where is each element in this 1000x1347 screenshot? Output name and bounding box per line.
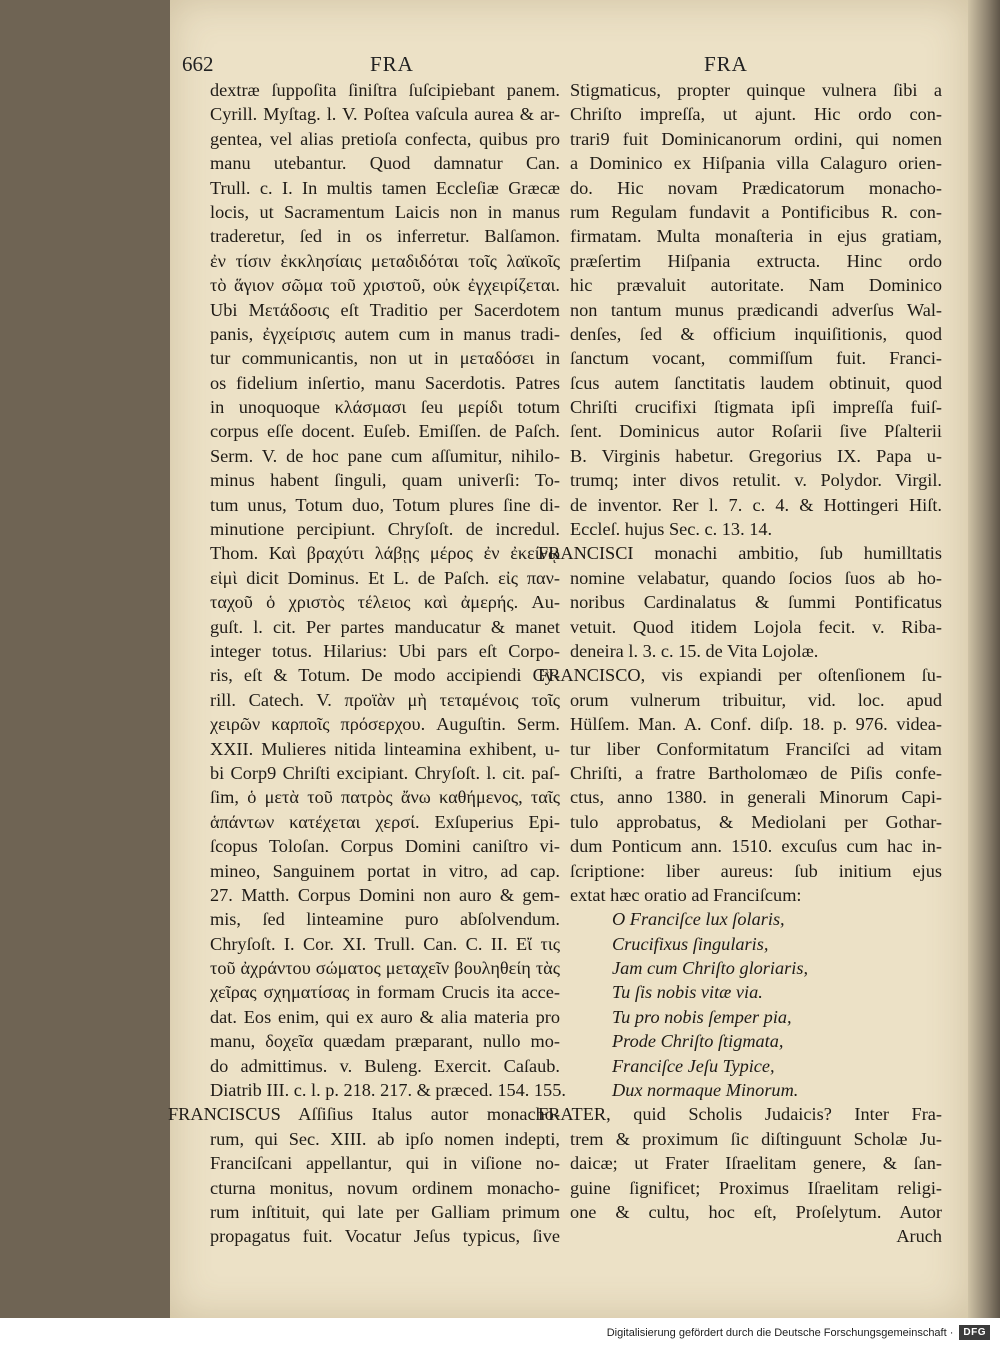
text-line: ctus, anno 1380. in generali Minorum Capi- <box>570 787 942 808</box>
running-title-left: FRA <box>370 52 414 76</box>
text-line: Chriſto impreſſa, ut ajunt. Hic ordo con- <box>570 104 942 125</box>
text-line: ſanctum vocant, commiſſum fuit. Franci- <box>570 348 942 369</box>
poem-line: Prode Chriſto ſtigmata, <box>612 1031 784 1052</box>
text-line: ἐν τίσιν ἐκκλησίαις μεταδιδόται τοῖς λαϊκοῖς <box>210 250 560 271</box>
text-line: XXII. Mulieres nitida linteamina exhibent, u- <box>210 738 560 759</box>
text-line: FRANCISCI monachi ambitio, ſub humilltatis <box>538 543 942 564</box>
text-line: deneira l. 3. c. 15. de Vita Lojolæ. <box>570 640 819 661</box>
digitization-footer <box>0 1318 1000 1347</box>
text-line: de inventor. Rer l. 7. c. 4. & Hottingeri Hiſt. <box>570 494 942 515</box>
right-column-text <box>538 78 942 907</box>
text-line: panis, ἐγχείρισις autem cum in manus tradi- <box>210 323 560 344</box>
text-line: FRANCISCO, vis expiandi per oſtenſionem ſu- <box>538 665 942 686</box>
text-line: noribus Cardinalatus & ſummi Pontificatus <box>570 592 942 613</box>
text-line: Chriſti, a fratre Bartholomæo de Piſis confe- <box>570 762 942 783</box>
text-line: mis, ſed linteamine puro abſolvendum. <box>210 909 560 930</box>
text-line: nomine velabatur, quando ſocios ſuos ab ho- <box>570 567 942 588</box>
book-page <box>170 0 968 1318</box>
text-line: tulo approbatus, & Mediolani per Gothar- <box>570 811 942 832</box>
text-line: dum Ponticum ann. 1510. excuſus cum hac in- <box>570 836 942 857</box>
dfg-logo: DFG <box>959 1325 990 1340</box>
poem-line: O Franciſce lux ſolaris, <box>612 909 785 930</box>
text-line: χειρῶν καρποῖς πρόσερχου. Auguſtin. Serm. <box>210 714 560 735</box>
text-line: gentea, vel alias pretioſa confecta, quibus pro <box>210 128 560 149</box>
text-line: guine ſignificet; Proximus Iſraelitam religi- <box>570 1177 942 1198</box>
text-line: tum unus, Totum duo, Totum plures ſine di- <box>210 494 560 515</box>
text-line: do. Hic novam Prædicatorum monacho- <box>570 177 942 198</box>
text-line: tur liber Conformitatum Franciſci ad vitam <box>570 738 942 759</box>
text-line: os fidelium inſertio, manu Sacerdotis. Patres <box>210 372 560 393</box>
text-line: extat hæc oratio ad Franciſcum: <box>570 884 802 905</box>
text-line: χεῖρας σχηματίσας in formam Crucis ita acce- <box>210 982 560 1003</box>
text-line: trari9 fuit Dominicanorum ordini, qui nomen <box>570 128 942 149</box>
text-line: ris, eſt & Totum. De modo accipiendi Cy- <box>210 665 560 686</box>
text-line: Chriſti crucifixi ſtigmata ipſi impreſſa fuiſ- <box>570 397 942 418</box>
poem-line: Jam cum Chriſto gloriaris, <box>612 958 809 979</box>
text-line: Aruch <box>896 1226 942 1247</box>
text-line: ſent. Dominicus autor Roſarii ſive Pſalterii <box>570 421 942 442</box>
footer-text: Digitalisierung gefördert durch die Deutsche Forschungsgemeinschaft · <box>606 1326 954 1339</box>
text-line: Franciſcani appellantur, qui in viſione no- <box>210 1153 560 1174</box>
poem-line: Franciſce Jeſu Typice, <box>612 1055 775 1076</box>
running-title-right: FRA <box>704 52 748 76</box>
text-line: ἁπάντων κατέχεται χερσί. Exſuperius Epi- <box>210 811 560 832</box>
poem-line: Tu pro nobis ſemper pia, <box>612 1006 792 1027</box>
text-line: propagatus fuit. Vocatur Jeſus typicus, ſive <box>210 1226 560 1247</box>
text-line: non tantum munus prædicandi adverſus Wal- <box>570 299 942 320</box>
text-line: τὸ ἅγιον σῶμα τοῦ χριστοῦ, οὐκ ἐγχειρίζεται. <box>210 275 560 296</box>
text-line: Stigmaticus, propter quinque vulnera ſibi a <box>570 80 942 100</box>
text-line: ſcopus Toloſan. Corpus Domini caniſtro vi- <box>210 836 560 857</box>
text-line: rum inſtituit, qui late per Galliam primum <box>210 1201 560 1222</box>
text-line: orum vulnerum tribuitur, vid. loc. apud <box>570 689 942 710</box>
text-line: hic prævaluit autoritate. Nam Dominico <box>570 275 942 296</box>
text-line: bi Corp9 Chriſti excipiant. Chryſoſt. l. cit. paſ- <box>210 762 560 783</box>
text-line: vetuit. Quod itidem Lojola fecit. v. Riba- <box>570 616 942 637</box>
text-line: mineo, Sanguinem portat in vitro, ad cap. <box>210 860 560 881</box>
text-line: trem & proximum ſic diſtinguunt Scholæ Ju- <box>570 1128 942 1149</box>
text-line: Eccleſ. hujus Sec. c. 13. 14. <box>570 519 773 540</box>
text-line: corpus eſſe docent. Euſeb. Emiſſen. de Paſch. <box>210 421 560 442</box>
text-line: εἰμὶ dicit Dominus. Et L. de Paſch. εἰς παν- <box>210 567 560 588</box>
right-column <box>538 78 942 1249</box>
poem-line: Crucifixus ſingularis, <box>612 933 769 954</box>
text-line: ſim, ὁ μετὰ τοῦ πατρὸς ἄνω καθήμενος, ταῖς <box>210 787 560 808</box>
text-line: ſcus autem ſanctitatis laudem obtinuit, quod <box>570 372 942 393</box>
text-line: trumq; inter divos retulit. v. Polydor. Virgil. <box>570 470 942 491</box>
text-line: rum Regulam fundavit a Pontificibus R. con- <box>570 201 942 222</box>
text-line: manu, δοχεῖα quædam præparant, nullo mo- <box>210 1031 560 1052</box>
text-line: Hülſem. Man. A. Conf. diſp. 18. p. 976. videa- <box>570 714 942 735</box>
text-line: Ubi Μετάδοσις eſt Traditio per Sacerdotem <box>210 299 560 320</box>
text-line: manu utebantur. Quod damnatur Can. <box>210 153 560 174</box>
text-line: dat. Eos enim, qui ex auro & alia materia pro <box>210 1006 560 1027</box>
text-line: Trull. c. I. In multis tamen Eccleſiæ Græcæ <box>210 177 560 198</box>
text-line: rum, qui Sec. XIII. ab ipſo nomen indepti, <box>210 1128 560 1149</box>
text-line: daicæ; ut Frater Iſraelitam genere, & ſan- <box>570 1153 942 1174</box>
text-line: FRANCISCUS Aſſiſius Italus autor monacho- <box>168 1104 560 1125</box>
text-line: a Dominico ex Hiſpania villa Calaguro orien- <box>570 153 942 174</box>
text-line: Cyrill. Myſtag. l. V. Poſtea vaſcula aurea & ar- <box>210 104 560 125</box>
text-line: minus habent ſinguli, quam univerſi: To- <box>210 470 560 491</box>
right-column-text-tail <box>538 1102 942 1248</box>
text-line: minutione percipiunt. Chryſoſt. de incredul. <box>210 519 560 540</box>
poem-line: Dux normaque Minorum. <box>612 1080 799 1101</box>
text-line: Serm. V. de hoc pane cum aſſumitur, nihilo- <box>210 445 560 466</box>
text-line: ſcriptione: liber aureus: ſub initium ejus <box>570 860 942 881</box>
text-line: do admittimus. v. Buleng. Exercit. Caſaub. <box>210 1055 560 1076</box>
text-line: ταχοῦ ὁ χριστὸς τέλειος καὶ ἀμερής. Au- <box>210 592 560 613</box>
text-line: integer totus. Hilarius: Ubi pars eſt Corpo- <box>210 640 560 661</box>
text-line: Chryſoſt. I. Cor. XI. Trull. Can. C. II. Εἴ τις <box>210 933 560 954</box>
text-line: cturna monitus, novum ordinem monacho- <box>210 1177 560 1198</box>
text-line: præſertim Hiſpania extructa. Hinc ordo <box>570 250 942 271</box>
text-line: traderetur, ſed in os inferretur. Balſamon. <box>210 226 560 247</box>
text-line: guſt. l. cit. Per partes manducatur & manet <box>210 616 560 637</box>
text-line: denſes, ſed & officium inquiſitionis, quod <box>570 323 942 344</box>
text-line: one & cultu, hoc eſt, Proſelytum. Autor <box>570 1201 942 1222</box>
text-line: rill. Catech. V. προϊὰν μὴ τεταμένοις τοῖς <box>210 689 560 710</box>
left-column <box>168 78 566 1249</box>
page-number: 662 <box>182 52 214 76</box>
text-line: locis, ut Sacramentum Laicis non in manus <box>210 201 560 222</box>
text-line: dextræ ſuppoſita ſiniſtra ſuſcipiebant panem. <box>210 80 560 100</box>
page-edge <box>968 0 1000 1318</box>
text-line: B. Virginis habetur. Gregorius IX. Papa u- <box>570 445 942 466</box>
text-line: Diatrib III. c. l. p. 218. 217. & præced. 154. 155. <box>210 1080 566 1101</box>
text-line: 27. Matth. Corpus Domini non auro & gem- <box>210 884 560 905</box>
poem-line: Tu ſis nobis vitæ via. <box>612 982 763 1003</box>
text-line: tur communicantis, non ut in μεταδόσει in <box>210 348 560 369</box>
text-line: FRATER, quid Scholis Judaicis? Inter Fra- <box>538 1104 942 1125</box>
text-line: firmatam. Multa monaſteria in ejus gratiam, <box>570 226 942 247</box>
text-line: Thom. Καὶ βραχύτι λάβῃς μέρος ἐν ἐκείνῳ <box>210 543 560 564</box>
poem-block <box>570 907 942 1102</box>
text-line: in unoquoque κλάσμασι ſeu μερίδι totum <box>210 397 560 418</box>
text-line: τοῦ ἀχράντου σώματος μεταχεῖν βουληθείη τὰς <box>210 958 560 979</box>
